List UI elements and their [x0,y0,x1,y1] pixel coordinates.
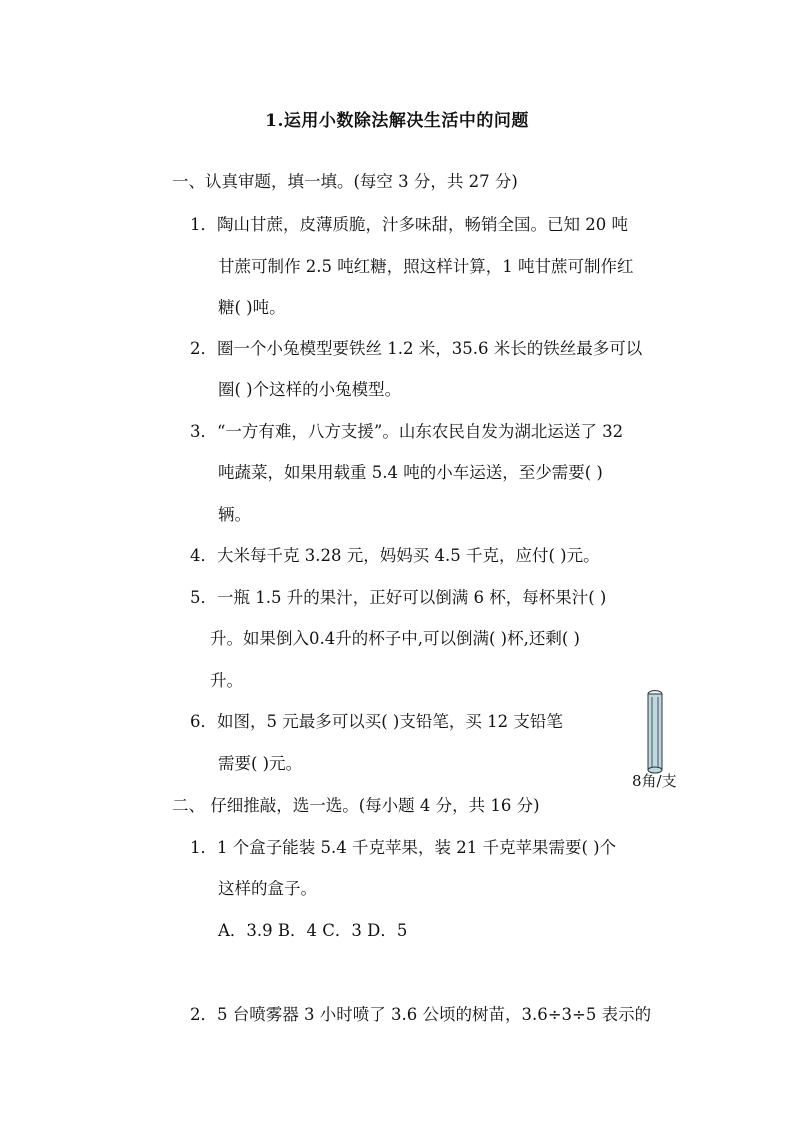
q4-line1: 4．大米每千克 3.28 元，妈妈买 4.5 千克，应付( )元。 [190,546,600,565]
q1-line1: 1．陶山甘蔗，皮薄质脆，汁多味甜，畅销全国。已知 20 吨 [190,215,628,234]
q3-line1: 3．“一方有难，八方支援”。山东农民自发为湖北运送了 32 [190,422,624,441]
q2-line2: 圈( )个这样的小兔模型。 [218,380,402,399]
s2-q1-line2: 这样的盒子。 [218,879,317,898]
q5-line3: 升。 [210,671,243,690]
q1-line2: 甘蔗可制作 2.5 吨红糖，照这样计算，1 吨甘蔗可制作红 [218,257,634,276]
q5-line2: 升。如果倒入0.4升的杯子中,可以倒满( )杯,还剩( ) [210,629,580,648]
q3-line3: 辆。 [218,505,251,524]
section1-heading: 一、认真审题，填一填。(每空 3 分，共 27 分) [172,172,518,191]
q3-line2: 吨蔬菜，如果用载重 5.4 吨的小车运送，至少需要( ) [218,463,603,482]
s2-q2-line1: 2．5 台喷雾器 3 小时喷了 3.6 公顷的树苗，3.6÷3÷5 表示的 [190,1005,652,1024]
q6-line2: 需要( )元。 [218,754,303,773]
s2-q1-options: A．3.9 B．4 C．3 D．5 [218,921,408,940]
q1-line3: 糖( )吨。 [218,298,286,317]
page-title: 1.运用小数除法解决生活中的问题 [265,111,529,131]
q6-line1: 6．如图，5 元最多可以买( )支铅笔，买 12 支铅笔 [190,712,563,731]
q5-line1: 5．一瓶 1.5 升的果汁，正好可以倒满 6 杯，每杯果汁( ) [190,588,607,607]
q2-line1: 2．圈一个小兔模型要铁丝 1.2 米，35.6 米长的铁丝最多可以 [190,339,643,358]
pencil-figure [646,689,664,775]
pencil-price-label: 8角/支 [632,772,677,790]
s2-q1-line1: 1．1 个盒子能装 5.4 千克苹果，装 21 千克苹果需要( )个 [190,838,617,857]
section2-heading: 二、 仔细推敲，选一选。(每小题 4 分，共 16 分) [172,796,540,815]
